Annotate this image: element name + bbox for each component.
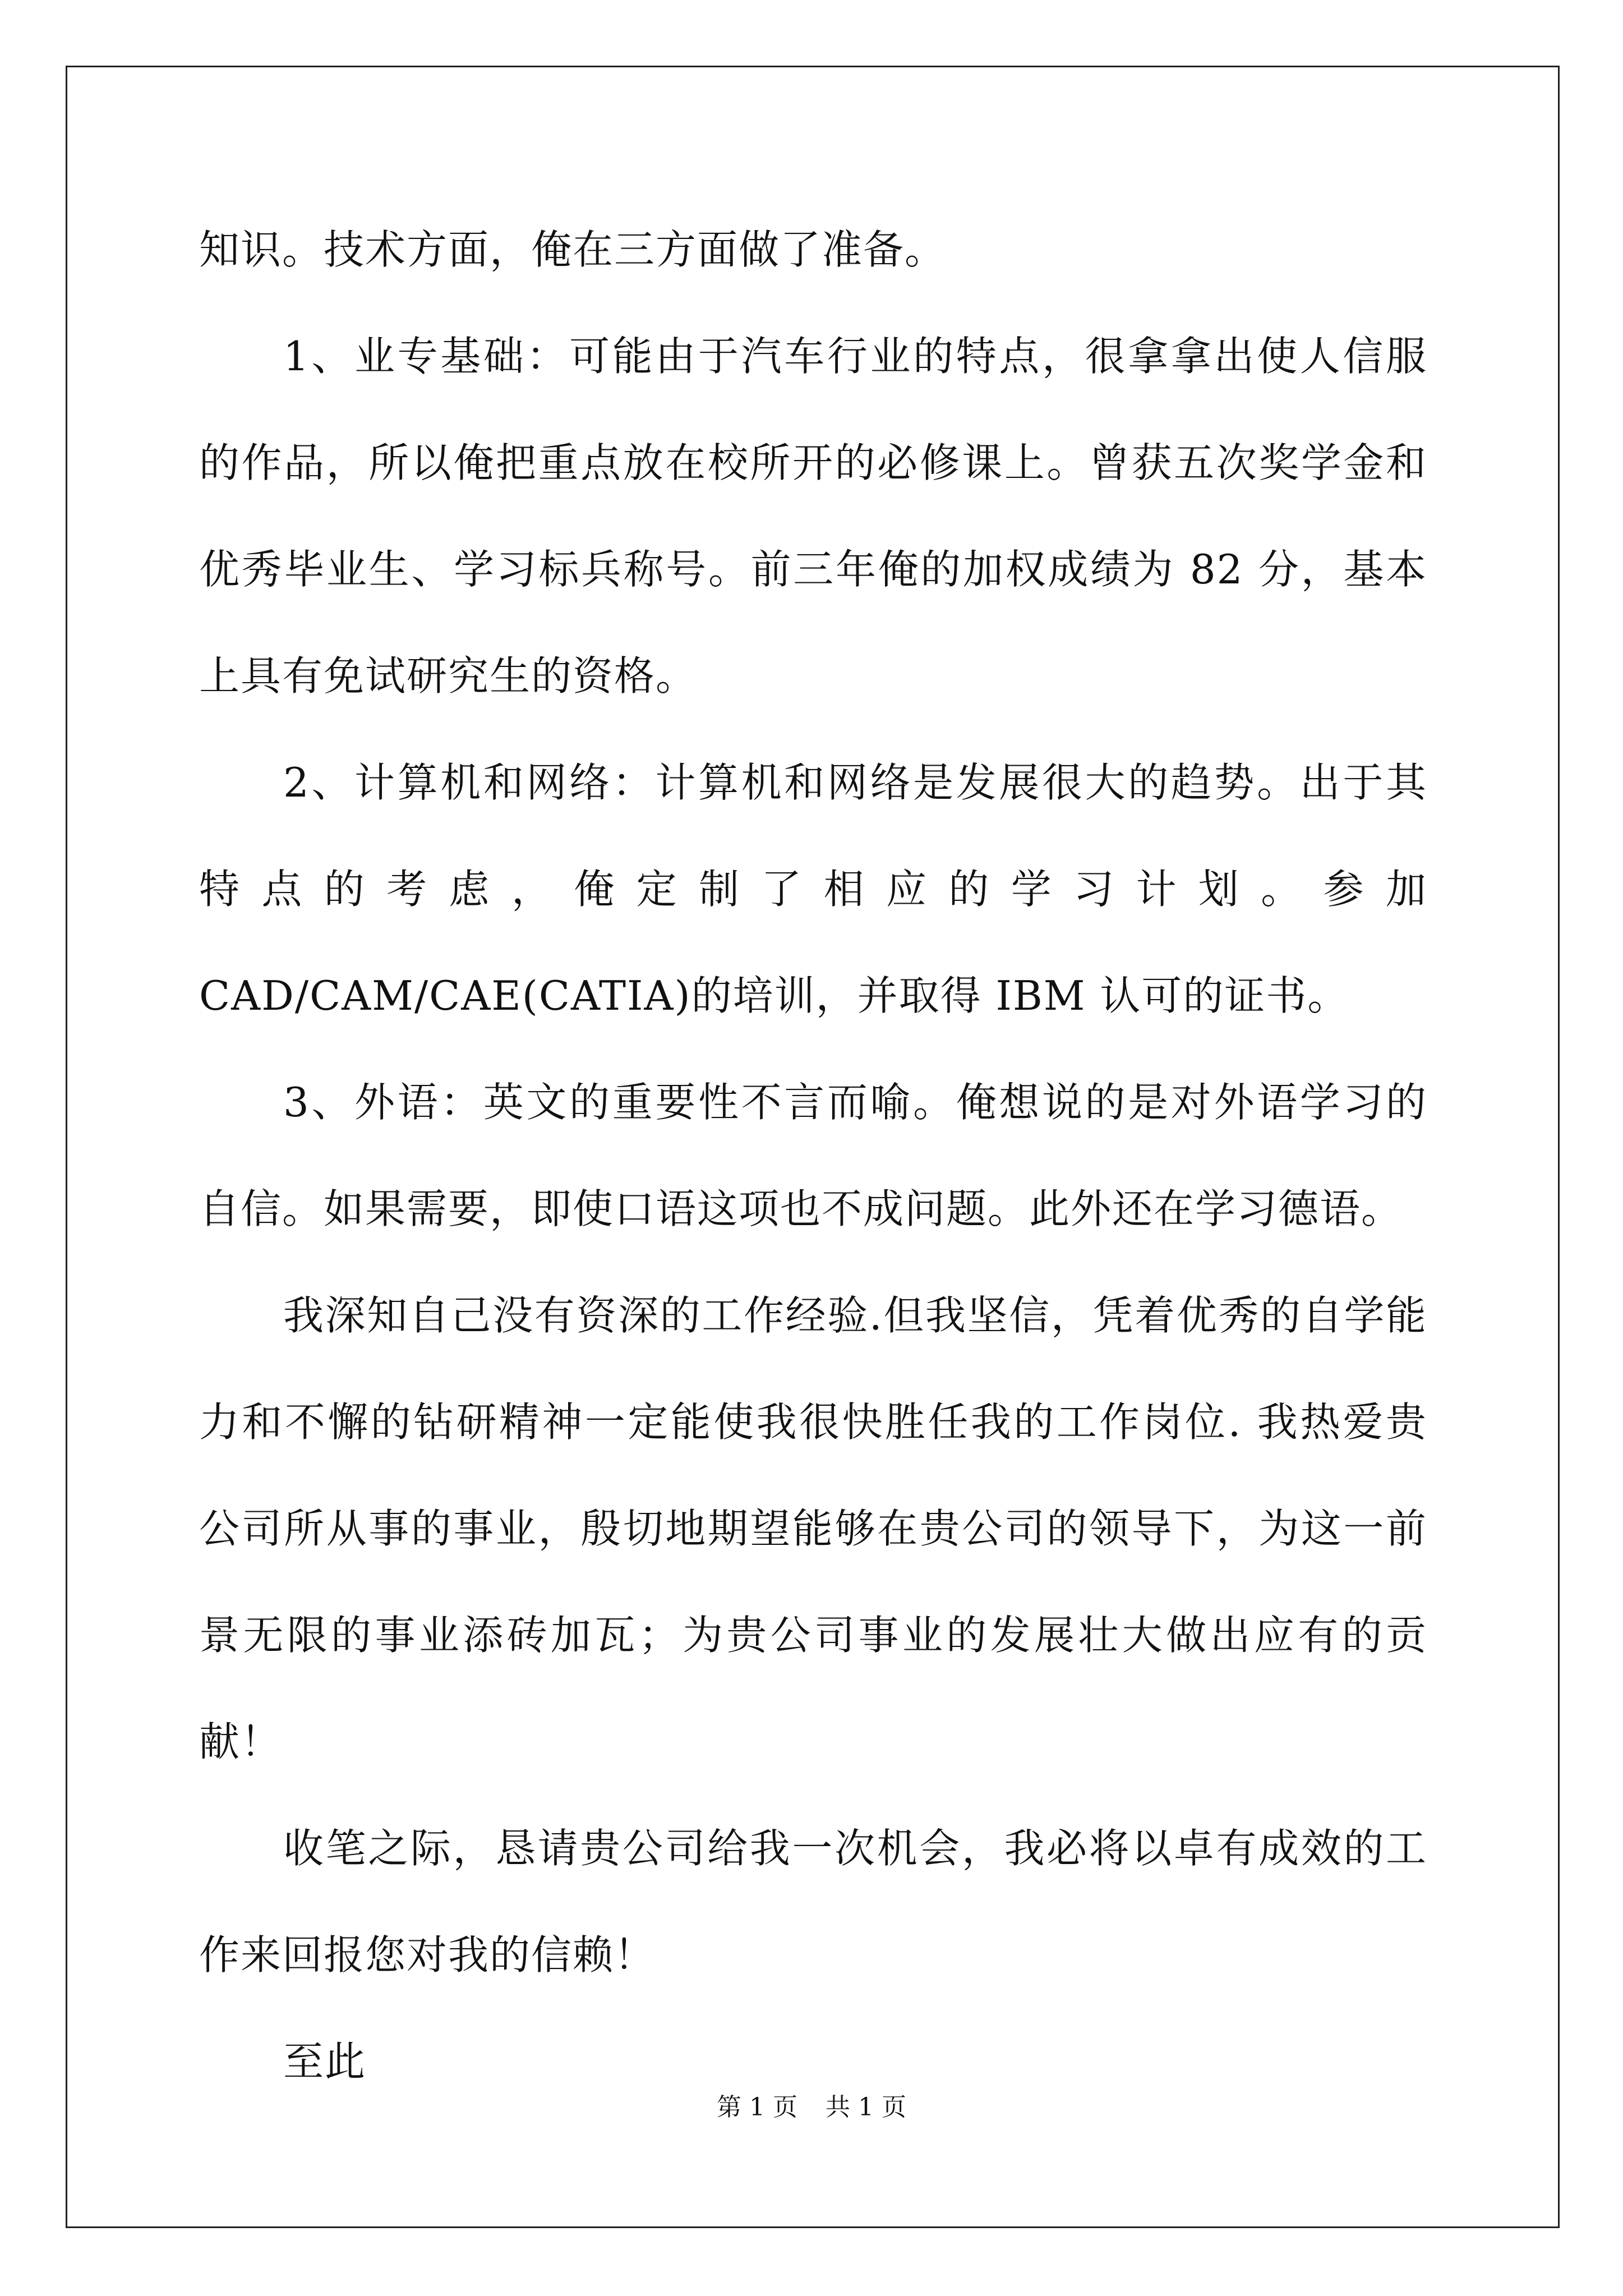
page-footer: [0, 2087, 1623, 2123]
page-total: 共 1 页: [826, 2093, 906, 2122]
paragraph-4: 3、外语：英文的重要性不言而喻。俺想说的是对外语学习的自信。如果需要，即使口语这项也不成问题。此外还在学习德语。: [199, 1079, 1427, 1232]
paragraph-5: 我深知自己没有资深的工作经验.但我坚信，凭着优秀的自学能力和不懈的钻研精神一定能使我很快胜任我的工作岗位. 我热爱贵公司所从事的事业，殷切地期望能够在贵公司的领导下，为这一前景无限的事业添砖加瓦；为贵公司事业的发展壮大做出应有的贡献！: [199, 1292, 1427, 1765]
paragraph-3: 2、计算机和网络：计算机和网络是发展很大的趋势。出于其特点的考虑，俺定制了相应的学习计划。参加 CAD/CAM/CAE(CATIA)的培训，并取得 IBM 认可的证书。: [199, 759, 1427, 1019]
paragraph-2: 1、业专基础：可能由于汽车行业的特点，很拿拿出使人信服的作品，所以俺把重点放在校所开的必修课上。曾获五次奖学金和优秀毕业生、学习标兵称号。前三年俺的加权成绩为 82 分，基本上具有免试研究生的资格。: [199, 333, 1427, 700]
paragraph-1: 知识。技术方面，俺在三方面做了准备。: [199, 226, 947, 273]
paragraph-7: 至此: [283, 2038, 367, 2085]
document-body: [199, 196, 1427, 2115]
paragraph-6: 收笔之际，恳请贵公司给我一次机会，我必将以卓有成效的工作来回报您对我的信赖！: [199, 1825, 1427, 1978]
page-number: 第 1 页: [717, 2093, 797, 2122]
